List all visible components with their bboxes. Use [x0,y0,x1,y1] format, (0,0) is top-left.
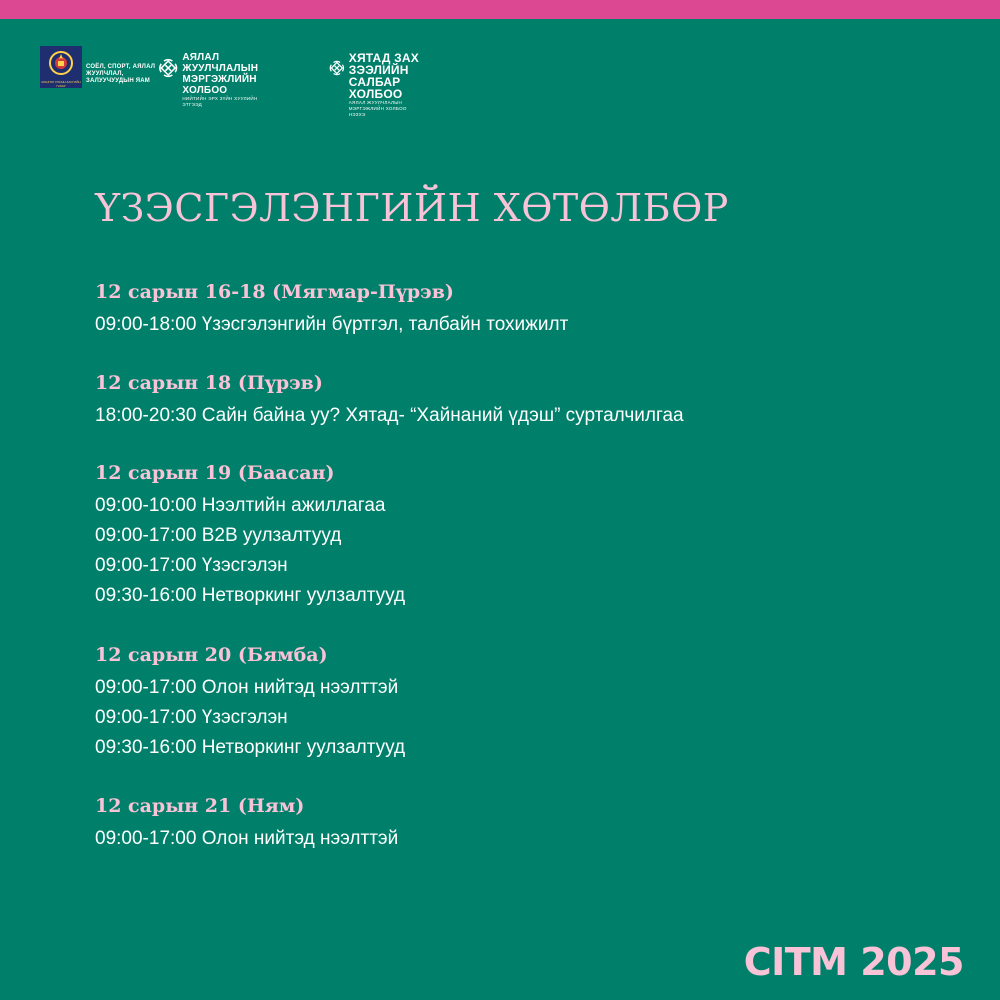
state-emblem-icon [40,46,82,88]
page-title: ҮЗЭСГЭЛЭНГИЙН ХӨТӨЛБӨР [95,186,729,230]
day-heading: 12 сарын 21 (Ням) [95,795,305,817]
event-item: 09:00-17:00 Олон нийтэд нээлттэй [95,828,399,849]
tourism-association-logo [157,52,268,108]
ministry-logo [40,46,166,88]
schedule-day [95,461,405,611]
event-item: 09:00-18:00 Үзэсгэлэнгийн бүртгэл, талбайн тохижилт [95,314,569,335]
schedule-day [95,794,398,854]
event-brand: CITM 2025 [743,940,964,984]
event-item: 09:00-17:00 B2B уулзалтууд [95,525,342,546]
event-item: 09:00-17:00 Олон нийтэд нээлттэй [95,677,399,698]
event-item: 09:00-10:00 Нээлтийн ажиллагаа [95,495,386,516]
day-heading: 12 сарын 20 (Бямба) [95,644,328,666]
endless-knot-icon [157,52,179,84]
event-item: 09:30-16:00 Нетворкинг уулзалтууд [95,737,406,758]
event-item: 18:00-20:30 Сайн байна уу? Хятад- “Хайнаний үдэш” сурталчилгаа [95,405,684,426]
china-market-association-name: ХЯТАД ЗАХ ЗЭЭЛИЙН САЛБАР ХОЛБОО [348,51,419,101]
emblem-caption: МОНГОЛ УЛСЫН ЗАСГИЙН ГАЗАР [41,80,81,88]
endless-knot-icon [328,52,346,84]
schedule-day [95,280,568,340]
schedule-day [95,371,684,431]
china-market-association-subtitle: АЯЛАЛ ЖУУЛЧЛАЛЫН МЭРГЭЖЛИЙН ХОЛБОО НЭЗХЭ [348,100,407,117]
tourism-association-subtitle: НИЙТИЙН ЭРХ ЗҮЙН ХУУЛИЙН ЭТГЭЭД [182,96,258,107]
top-accent-bar [0,0,1000,19]
event-item: 09:30-16:00 Нетворкинг уулзалтууд [95,585,406,606]
day-heading: 12 сарын 19 (Баасан) [95,462,335,484]
china-market-association-logo [328,52,423,118]
ministry-name: СОЁЛ, СПОРТ, АЯЛАЛ ЖУУЛЧЛАЛ, ЗАЛУУЧУУДЫН ЯАМ [86,64,156,84]
schedule-day [95,643,405,763]
day-heading: 12 сарын 16-18 (Мягмар-Пүрэв) [95,281,454,303]
event-item: 09:00-17:00 Үзэсгэлэн [95,707,288,728]
day-heading: 12 сарын 18 (Пүрэв) [95,372,323,394]
tourism-association-name: АЯЛАЛ ЖУУЛЧЛАЛЫН МЭРГЭЖЛИЙН ХОЛБОО [182,52,259,96]
event-item: 09:00-17:00 Үзэсгэлэн [95,555,288,576]
